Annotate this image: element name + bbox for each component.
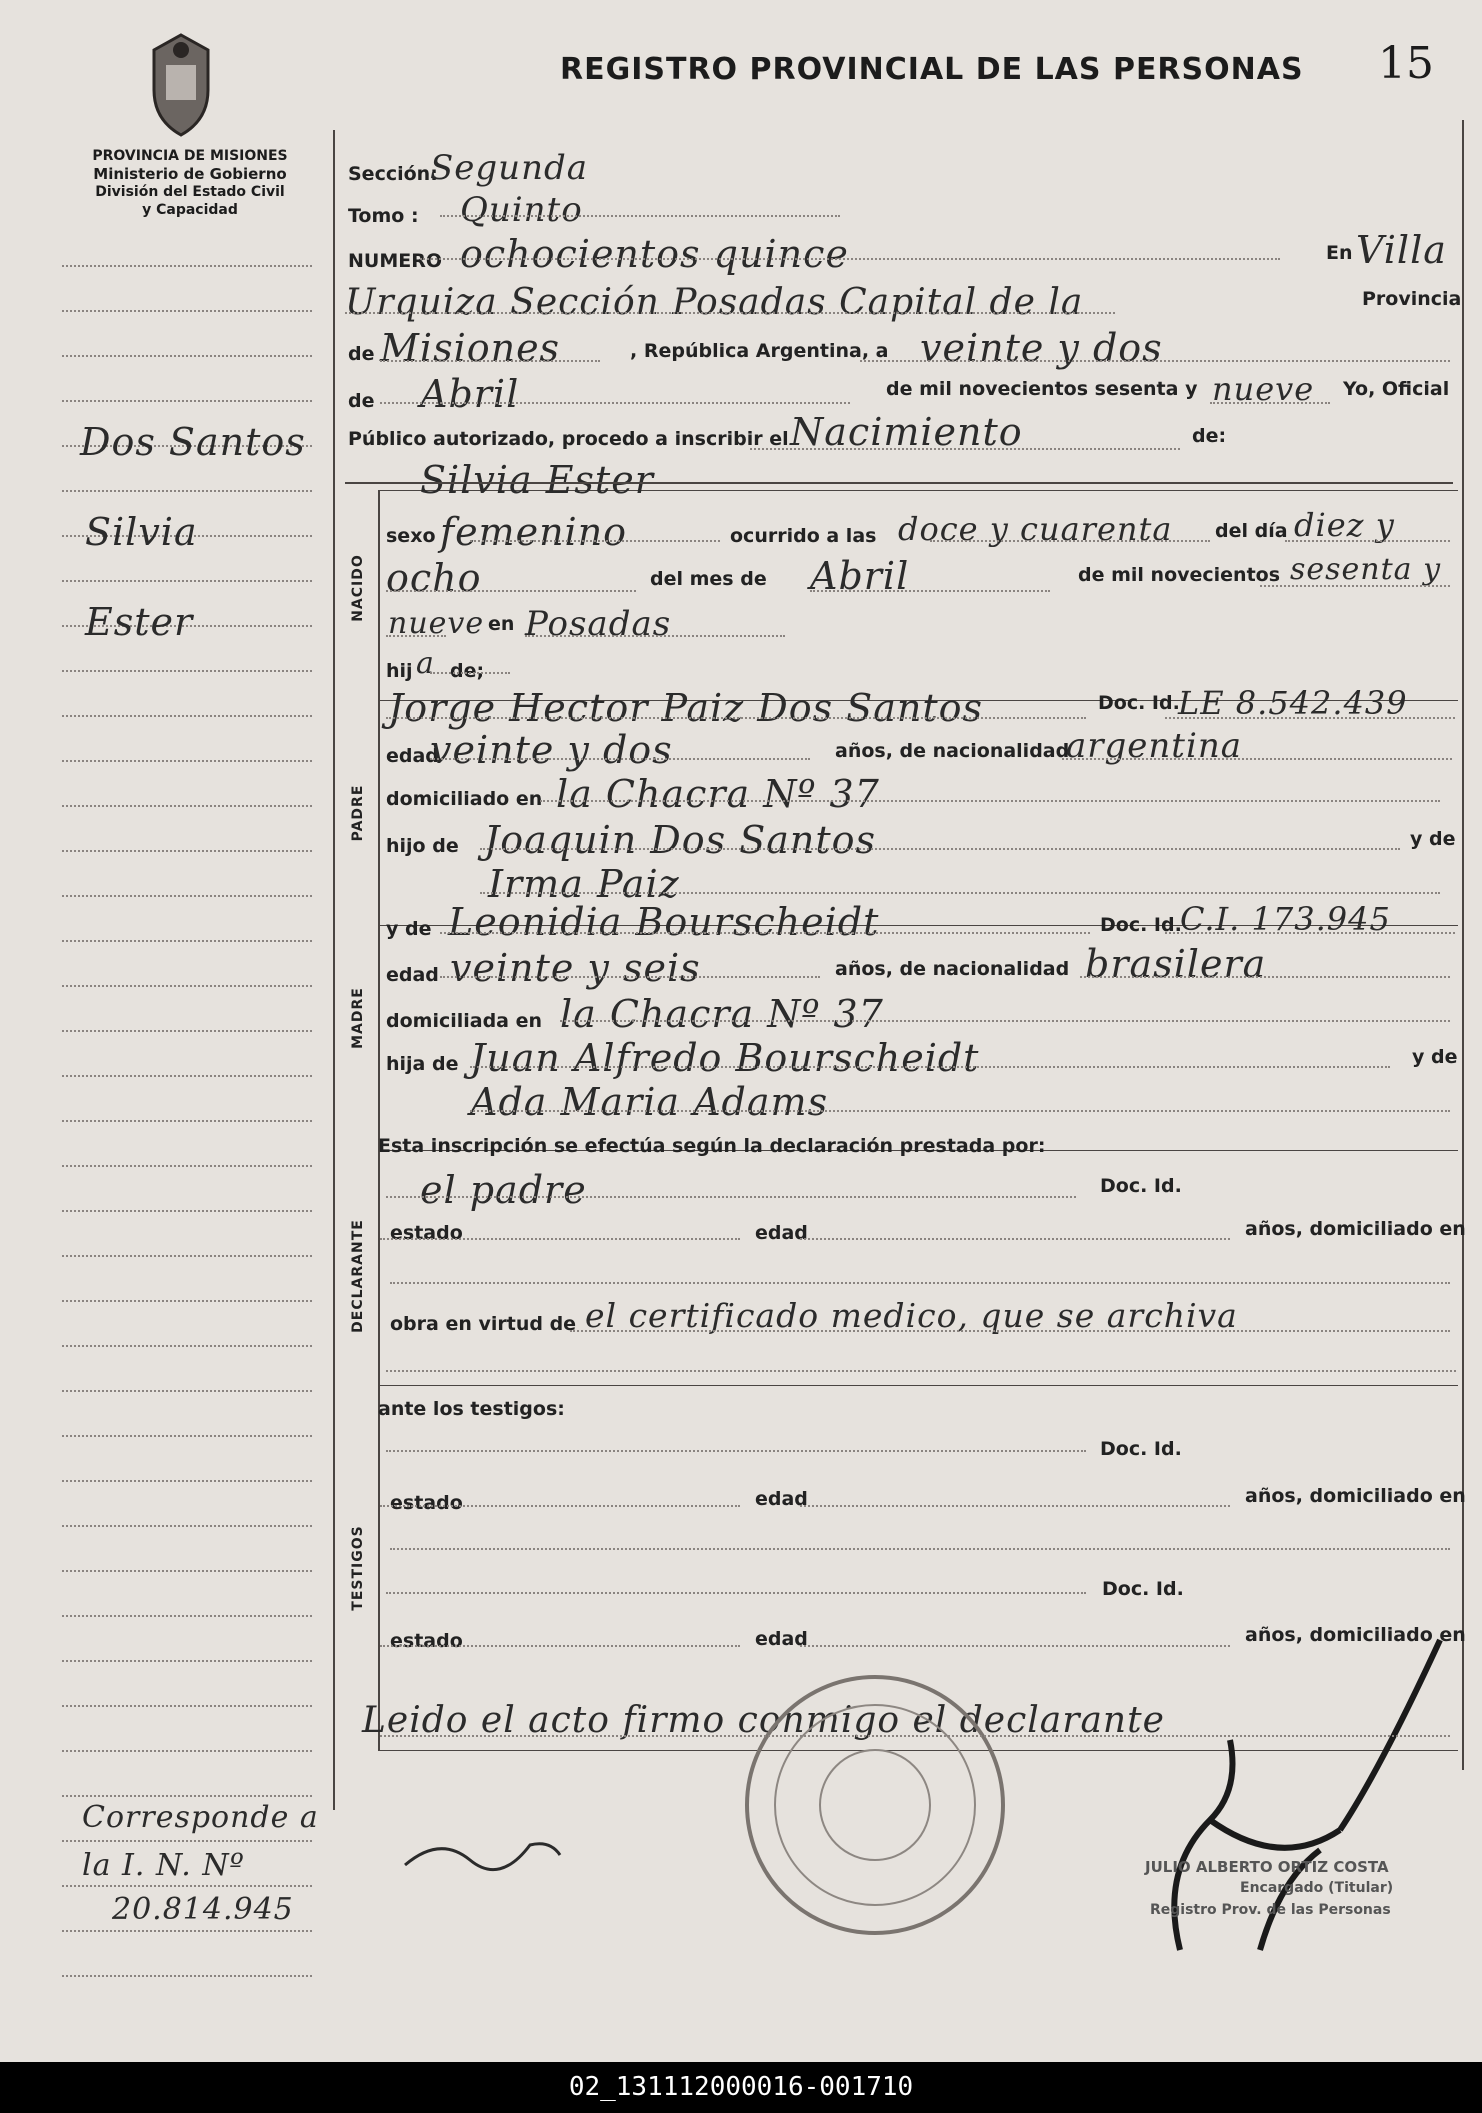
form-rule xyxy=(1080,976,1450,978)
form-rule xyxy=(750,448,1180,450)
form-rule xyxy=(386,1450,1086,1452)
label-decl-anos: años, domiciliado en xyxy=(1245,1218,1466,1240)
label-padre-anos: años, de nacionalidad xyxy=(835,740,1070,762)
form-rule xyxy=(345,312,1115,314)
margin-rule xyxy=(62,715,312,717)
form-rule xyxy=(930,540,1210,542)
label-numero: NUMERO xyxy=(348,250,442,272)
value-lugar2: Posadas xyxy=(525,604,672,644)
margin-rule xyxy=(62,1525,312,1527)
value-acto: Nacimiento xyxy=(790,410,1023,454)
margin-rule xyxy=(62,400,312,402)
label-t1-edad: edad xyxy=(755,1488,808,1510)
side-label-nacido: NACIDO xyxy=(350,554,366,622)
margin-rule xyxy=(62,1165,312,1167)
label-mil-nov: de mil novecientos xyxy=(1078,564,1281,586)
form-rule xyxy=(1285,540,1450,542)
label-ante: ante los testigos: xyxy=(378,1398,565,1420)
label-esta-inscripcion: Esta inscripción se efectúa según la declaración prestada por: xyxy=(378,1135,1046,1157)
value-madre-dom: la Chacra Nº 37 xyxy=(560,992,884,1036)
value-hora: doce y cuarenta xyxy=(898,510,1173,548)
margin-rule xyxy=(62,760,312,762)
margin-rule xyxy=(62,895,312,897)
margin-name-1: Silvia xyxy=(85,510,198,554)
margin-rule xyxy=(62,1570,312,1572)
margin-rule xyxy=(62,310,312,312)
label-hija-de: hija de xyxy=(386,1053,459,1075)
margin-rule xyxy=(62,580,312,582)
label-y-de-m: y de xyxy=(1412,1046,1458,1068)
value-madre-edad: veinte y seis xyxy=(450,946,701,990)
value-abuelo-m: Juan Alfredo Bourscheidt xyxy=(470,1036,980,1080)
form-rule xyxy=(525,635,785,637)
label-hijo-de: hijo de xyxy=(386,835,459,857)
form-rule xyxy=(386,1196,1076,1198)
stamp-line-3: Registro Prov. de las Personas xyxy=(1150,1902,1391,1918)
value-madre-nac: brasilera xyxy=(1085,942,1267,986)
value-padre-edad: veinte y dos xyxy=(430,728,673,772)
margin-rule xyxy=(62,1840,312,1842)
label-t1-anos: años, domiciliado en xyxy=(1245,1485,1466,1507)
label-t2-doc: Doc. Id. xyxy=(1102,1578,1184,1600)
value-provincia: Misiones xyxy=(380,326,561,370)
side-label-madre: MADRE xyxy=(350,987,366,1049)
label-del-mes: del mes de xyxy=(650,568,767,590)
value-obra: el certificado medico, que se archiva xyxy=(585,1296,1238,1335)
value-numero: ochocientos quince xyxy=(460,232,849,276)
label-padre-edad: edad xyxy=(386,745,439,767)
form-rule xyxy=(800,1505,1230,1507)
margin-rule xyxy=(62,355,312,357)
label-tomo: Tomo : xyxy=(348,205,419,227)
margin-rule xyxy=(62,1615,312,1617)
form-rule xyxy=(440,215,840,217)
margin-rule xyxy=(62,1345,312,1347)
form-rule xyxy=(380,1238,740,1240)
margin-rule xyxy=(62,1120,312,1122)
margin-rule xyxy=(62,1975,312,1977)
side-label-testigos: TESTIGOS xyxy=(350,1525,366,1611)
value-padre-doc: LE 8.542.439 xyxy=(1178,684,1408,722)
margin-rule xyxy=(62,985,312,987)
official-seal xyxy=(740,1670,1010,1940)
label-madre-y-de: y de xyxy=(386,918,432,940)
form-rule xyxy=(380,1505,740,1507)
value-madre-doc: C.I. 173.945 xyxy=(1180,900,1391,938)
value-dia: veinte y dos xyxy=(920,326,1163,370)
margin-rule xyxy=(62,1255,312,1257)
page-number: 15 xyxy=(1378,38,1434,89)
coat-of-arms-icon xyxy=(138,30,224,140)
label-decl-edad: edad xyxy=(755,1222,808,1244)
form-rule xyxy=(860,360,1450,362)
margin-note-2: la I. N. Nº xyxy=(82,1848,245,1883)
form-rule xyxy=(390,1548,1450,1550)
office-line-1: PROVINCIA DE MISIONES xyxy=(92,148,288,164)
form-rule xyxy=(380,360,600,362)
margin-rule xyxy=(62,1795,312,1797)
margin-rule xyxy=(62,1750,312,1752)
value-seccion: Segunda xyxy=(430,148,589,188)
form-rule xyxy=(540,800,1440,802)
value-declarante: el padre xyxy=(420,1168,587,1212)
label-obra: obra en virtud de xyxy=(390,1313,577,1335)
label-republica: , República Argentina, a xyxy=(630,340,889,362)
form-rule xyxy=(800,1645,1230,1647)
office-line-3: División del Estado Civil xyxy=(95,184,285,200)
form-rule xyxy=(420,258,1280,260)
label-madre-edad: edad xyxy=(386,964,439,986)
value-leido: Leido el acto firmo conmigo el declarante xyxy=(362,1700,1165,1741)
form-rule xyxy=(1165,932,1455,934)
value-en: Villa xyxy=(1356,228,1447,272)
margin-rule xyxy=(62,1210,312,1212)
margin-rule xyxy=(62,265,312,267)
stamp-line-2: Encargado (Titular) xyxy=(1240,1880,1394,1896)
page-title: REGISTRO PROVINCIAL DE LAS PERSONAS xyxy=(560,52,1304,87)
label-provincia: Provincia xyxy=(1362,288,1462,310)
margin-rule xyxy=(62,940,312,942)
form-rule xyxy=(800,1238,1230,1240)
stamp-line-1: JULIO ALBERTO ORTIZ COSTA xyxy=(1145,1858,1389,1876)
label-t2-anos: años, domiciliado en xyxy=(1245,1624,1466,1646)
label-hijo: hij xyxy=(386,660,413,682)
label-madre-dom: domiciliada en xyxy=(386,1010,543,1032)
margin-rule xyxy=(62,1930,312,1932)
form-rule xyxy=(386,1370,1456,1372)
value-hijo-sufijo: a xyxy=(416,646,435,681)
form-rule xyxy=(560,1020,1450,1022)
margin-rule xyxy=(62,850,312,852)
form-rule xyxy=(380,1735,1450,1737)
form-rule xyxy=(470,1066,1390,1068)
form-rule xyxy=(430,758,810,760)
footer-caption: 02_131112000016-001710 xyxy=(0,2062,1482,2113)
margin-rule xyxy=(62,1885,312,1887)
value-madre: Leonidia Bourscheidt xyxy=(448,900,880,944)
value-padre: Jorge Hector Paiz Dos Santos xyxy=(388,686,983,730)
form-rule xyxy=(430,672,510,674)
registrar-signature xyxy=(400,1815,570,1885)
label-t1-estado: estado xyxy=(390,1492,463,1514)
margin-surname: Dos Santos xyxy=(80,420,306,464)
value-abuelo: Joaquin Dos Santos xyxy=(484,818,877,862)
value-ano: nueve xyxy=(1212,370,1315,408)
margin-rule xyxy=(62,1390,312,1392)
value-dia3: ocho xyxy=(386,556,482,600)
margin-rule xyxy=(62,1300,312,1302)
form-rule xyxy=(440,976,820,978)
label-t1-doc: Doc. Id. xyxy=(1100,1438,1182,1460)
value-padre-nac: argentina xyxy=(1066,726,1243,766)
label-en2: en xyxy=(488,613,515,635)
value-mes: Abril xyxy=(420,372,520,416)
label-publico: Público autorizado, procedo a inscribir el xyxy=(348,428,789,450)
label-seccion: Sección: xyxy=(348,163,438,185)
label-madre-doc: Doc. Id. xyxy=(1100,914,1182,936)
value-ano2: sesenta y xyxy=(1290,552,1442,587)
form-rule xyxy=(386,717,1086,719)
form-rule xyxy=(380,1645,740,1647)
label-padre-dom: domiciliado en xyxy=(386,788,543,810)
value-abuela-m: Ada Maria Adams xyxy=(470,1080,829,1124)
margin-rule xyxy=(62,1435,312,1437)
margin-rule xyxy=(62,1480,312,1482)
label-y-de: y de xyxy=(1410,828,1456,850)
value-ano3: nueve xyxy=(388,606,485,641)
form-rule xyxy=(1210,402,1330,404)
margin-name-2: Ester xyxy=(85,600,194,644)
label-yo-oficial: Yo, Oficial xyxy=(1343,378,1450,400)
officer-signature xyxy=(1080,1620,1460,1980)
value-padre-dom: la Chacra Nº 37 xyxy=(556,772,880,816)
margin-rule xyxy=(62,1705,312,1707)
margin-rule xyxy=(62,805,312,807)
label-en: En xyxy=(1326,242,1353,264)
label-decl-doc: Doc. Id. xyxy=(1100,1175,1182,1197)
label-t2-edad: edad xyxy=(755,1628,808,1650)
label-de: de xyxy=(348,343,375,365)
label-de4: de; xyxy=(450,660,485,682)
form-rule xyxy=(570,1330,1450,1332)
label-padre-doc: Doc. Id. xyxy=(1098,692,1180,714)
form-rule xyxy=(386,635,446,637)
margin-rule xyxy=(62,1660,312,1662)
form-rule xyxy=(390,1282,1450,1284)
label-sexo: sexo xyxy=(386,525,436,547)
label-de2: de xyxy=(348,390,375,412)
side-label-declarante: DECLARANTE xyxy=(350,1219,366,1333)
side-label-padre: PADRE xyxy=(350,784,366,842)
margin-rule xyxy=(62,490,312,492)
margin-rule xyxy=(62,1075,312,1077)
form-rule xyxy=(810,590,1050,592)
form-rule xyxy=(480,892,1440,894)
form-rule xyxy=(1062,758,1452,760)
margin-rule xyxy=(62,670,312,672)
label-del-dia: del día xyxy=(1215,520,1288,542)
value-sexo: femenino xyxy=(440,510,628,554)
form-rule xyxy=(470,1110,1450,1112)
value-lugar: Urquiza Sección Posadas Capital de la xyxy=(345,282,1084,323)
label-madre-anos: años, de nacionalidad xyxy=(835,958,1070,980)
label-ocurrido: ocurrido a las xyxy=(730,525,877,547)
label-decl-estado: estado xyxy=(390,1222,463,1244)
margin-note-1: Corresponde a xyxy=(82,1800,319,1835)
label-t2-estado: estado xyxy=(390,1630,463,1652)
form-rule xyxy=(480,848,1400,850)
value-nombre: Silvia Ester xyxy=(420,458,654,502)
margin-note-3: 20.814.945 xyxy=(112,1892,294,1927)
value-dia2: diez y xyxy=(1294,506,1395,544)
label-mil-sesenta: de mil novecientos sesenta y xyxy=(886,378,1198,400)
office-line-2: Ministerio de Gobierno xyxy=(93,165,287,183)
value-abuela: Irma Paiz xyxy=(488,862,680,906)
form-rule xyxy=(386,1592,1086,1594)
value-tomo: Quinto xyxy=(460,190,583,230)
form-rule xyxy=(470,540,720,542)
form-rule xyxy=(386,590,636,592)
form-rule xyxy=(1260,585,1450,587)
form-rule xyxy=(1165,717,1455,719)
margin-rule xyxy=(62,1030,312,1032)
value-mes2: Abril xyxy=(810,554,910,598)
form-rule xyxy=(380,402,850,404)
label-de3: de: xyxy=(1192,425,1227,447)
form-rule xyxy=(440,932,1090,934)
office-line-4: y Capacidad xyxy=(142,202,238,218)
